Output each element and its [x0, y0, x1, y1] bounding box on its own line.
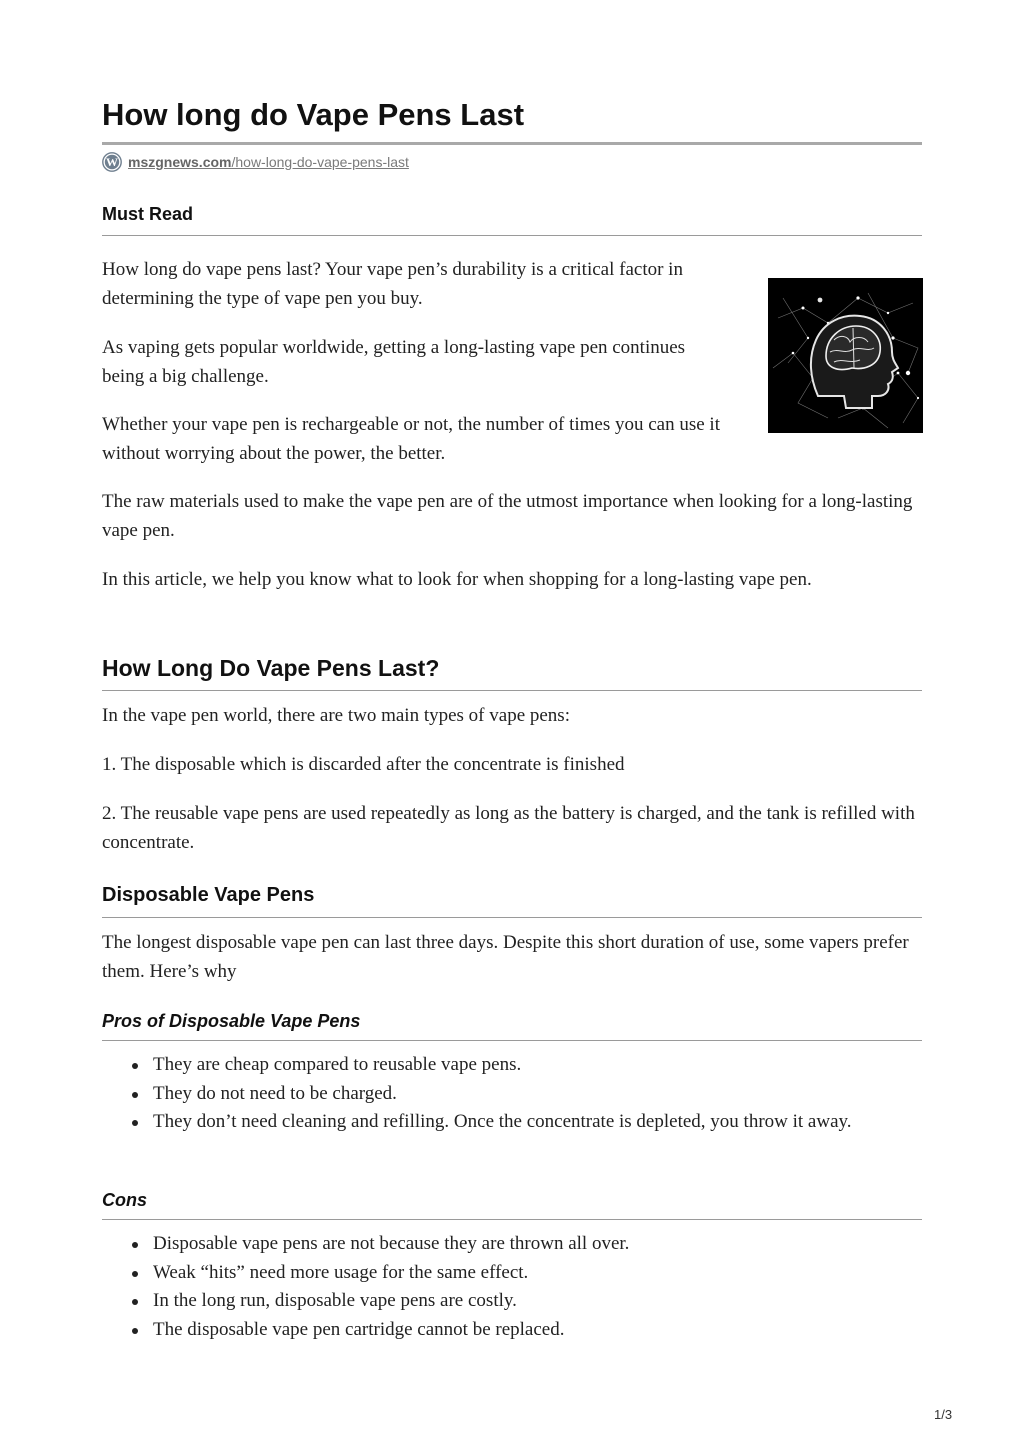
list-item [102, 1230, 922, 1259]
source-link-row [102, 151, 409, 173]
pros-divider [102, 1040, 922, 1041]
list-item-text: They do not need to be charged. [153, 1082, 397, 1104]
list-item-text: In the long run, disposable vape pens are costly. [153, 1290, 517, 1311]
title-divider [102, 142, 922, 145]
list-item [102, 1259, 922, 1288]
bullet-icon [132, 1063, 138, 1069]
section1-paragraph-1: In the vape pen world, there are two main types of vape pens: [102, 705, 570, 726]
section-heading-how-long: How Long Do Vape Pens Last? [102, 655, 440, 681]
intro-paragraph-2: As vaping gets popular worldwide, getting a long-lasting vape pen continues being a big challenge. [102, 337, 686, 387]
bullet-icon [132, 1271, 138, 1277]
wordpress-icon [102, 152, 122, 172]
svg-text:W: W [106, 155, 118, 170]
section2-divider [102, 917, 922, 918]
intro-paragraph-4: The raw materials used to make the vape pen are of the utmost importance when looking for a long-lasting vape pen. [102, 491, 913, 541]
source-path: /how-long-do-vape-pens-last [231, 154, 409, 170]
list-item-text: They don’t need cleaning and refilling. Once the concentrate is depleted, you throw it away. [153, 1111, 852, 1132]
intro-paragraph-3: Whether your vape pen is rechargeable or not, the number of times you can use it without worrying about the power, the better. [102, 414, 720, 464]
bullet-icon [132, 1092, 138, 1098]
pros-list [102, 1051, 922, 1137]
brain-head-network-image [768, 278, 923, 433]
list-item-text: Weak “hits” need more usage for the same effect. [153, 1261, 529, 1283]
list-item [102, 1108, 922, 1137]
list-item [102, 1080, 922, 1109]
section1-paragraph-3: 2. The reusable vape pens are used repeatedly as long as the battery is charged, and the tank is refilled with concentrate. [102, 803, 915, 853]
pros-heading: Pros of Disposable Vape Pens [102, 1011, 361, 1031]
list-item [102, 1051, 922, 1080]
cons-list [102, 1230, 922, 1344]
list-item-text: The disposable vape pen cartridge cannot be replaced. [153, 1318, 565, 1340]
section1-paragraph-2: 1. The disposable which is discarded after the concentrate is finished [102, 754, 625, 775]
source-url-link[interactable] [128, 154, 409, 170]
must-read-heading: Must Read [102, 204, 194, 224]
bullet-icon [132, 1120, 138, 1126]
list-item-text: They are cheap compared to reusable vape pens. [153, 1054, 522, 1075]
section2-paragraph: The longest disposable vape pen can last three days. Despite this short duration of use, some vapers prefer them. Here’s why [102, 932, 909, 982]
page-number: 1/3 [934, 1407, 953, 1422]
must-read-divider [102, 235, 922, 236]
list-item [102, 1287, 922, 1316]
list-item-text: Disposable vape pens are not because they are thrown all over. [153, 1233, 630, 1254]
bullet-icon [132, 1299, 138, 1305]
cons-divider [102, 1219, 922, 1220]
list-item [102, 1316, 922, 1345]
section-heading-disposable: Disposable Vape Pens [102, 884, 315, 906]
bullet-icon [132, 1242, 138, 1248]
cons-heading: Cons [102, 1190, 147, 1210]
intro-paragraph-1: How long do vape pens last? Your vape pen’s durability is a critical factor in determining the type of vape pen you buy. [102, 259, 683, 309]
section1-divider [102, 690, 922, 691]
bullet-icon [132, 1328, 138, 1334]
page-title: How long do Vape Pens Last [102, 97, 525, 132]
source-domain: mszgnews.com [128, 154, 232, 170]
intro-paragraph-5: In this article, we help you know what to look for when shopping for a long-lasting vape pen. [102, 569, 812, 590]
